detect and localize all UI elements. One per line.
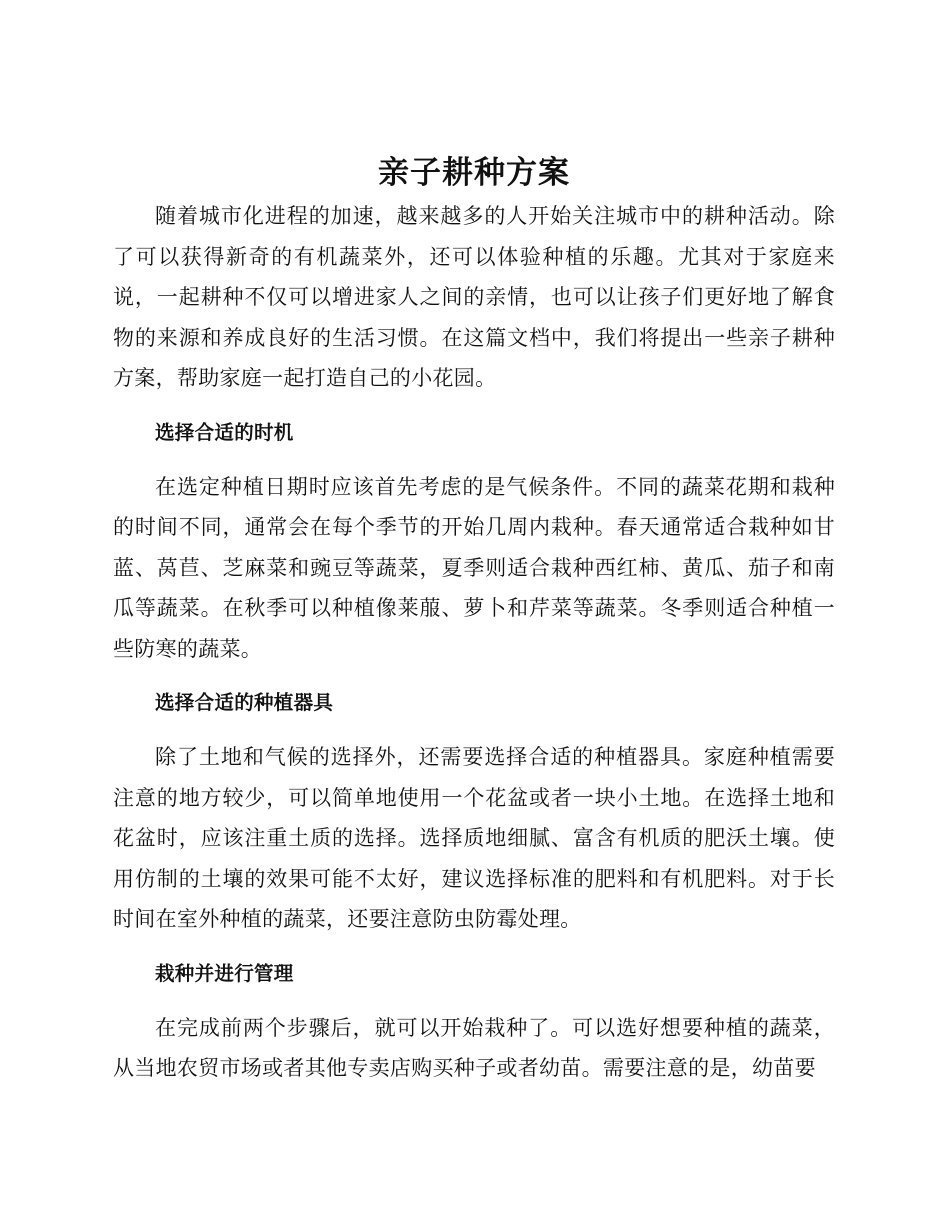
- document-title: 亲子耕种方案: [378, 155, 570, 191]
- section-body-timing: 在选定种植日期时应该首先考虑的是气候条件。不同的蔬菜花期和栽种的时间不同，通常会在每个季节的开始几周内栽种。春天通常适合栽种如甘蓝、莴苣、芝麻菜和豌豆等蔬菜，夏季则适合栽种西红柿、黄瓜、茄子和南瓜等蔬菜。在秋季可以种植像莱菔、萝卜和芹菜等蔬菜。冬季则适合种植一些防寒的蔬菜。: [113, 474, 835, 661]
- document-page: [113, 150, 835, 1089]
- section-body-planting: 在完成前两个步骤后，就可以开始栽种了。可以选好想要种植的蔬菜，从当地农贸市场或者其他专卖店购买种子或者幼苗。需要注意的是，幼苗要: [113, 1015, 835, 1080]
- section-heading-timing: 选择合适的时机: [155, 420, 294, 444]
- section-body-tools: 除了土地和气候的选择外，还需要选择合适的种植器具。家庭种植需要注意的地方较少，可以简单地使用一个花盆或者一块小土地。在选择土地和花盆时，应该注重土质的选择。选择质地细腻、富含有机质的肥沃土壤。使用仿制的土壤的效果可能不太好，建议选择标准的肥料和有机肥料。对于长时间在室外种植的蔬菜，还要注意防虫防霉处理。: [113, 745, 835, 931]
- section-heading-planting: 栽种并进行管理: [155, 961, 294, 985]
- intro-paragraph: 随着城市化进程的加速，越来越多的人开始关注城市中的耕种活动。除了可以获得新奇的有机蔬菜外，还可以体验种植的乐趣。尤其对于家庭来说，一起耕种不仅可以增进家人之间的亲情，也可以让孩子们更好地了解食物的来源和养成良好的生活习惯。在这篇文档中，我们将提出一些亲子耕种方案，帮助家庭一起打造自己的小花园。: [113, 204, 835, 390]
- section-heading-tools: 选择合适的种植器具: [155, 691, 334, 714]
